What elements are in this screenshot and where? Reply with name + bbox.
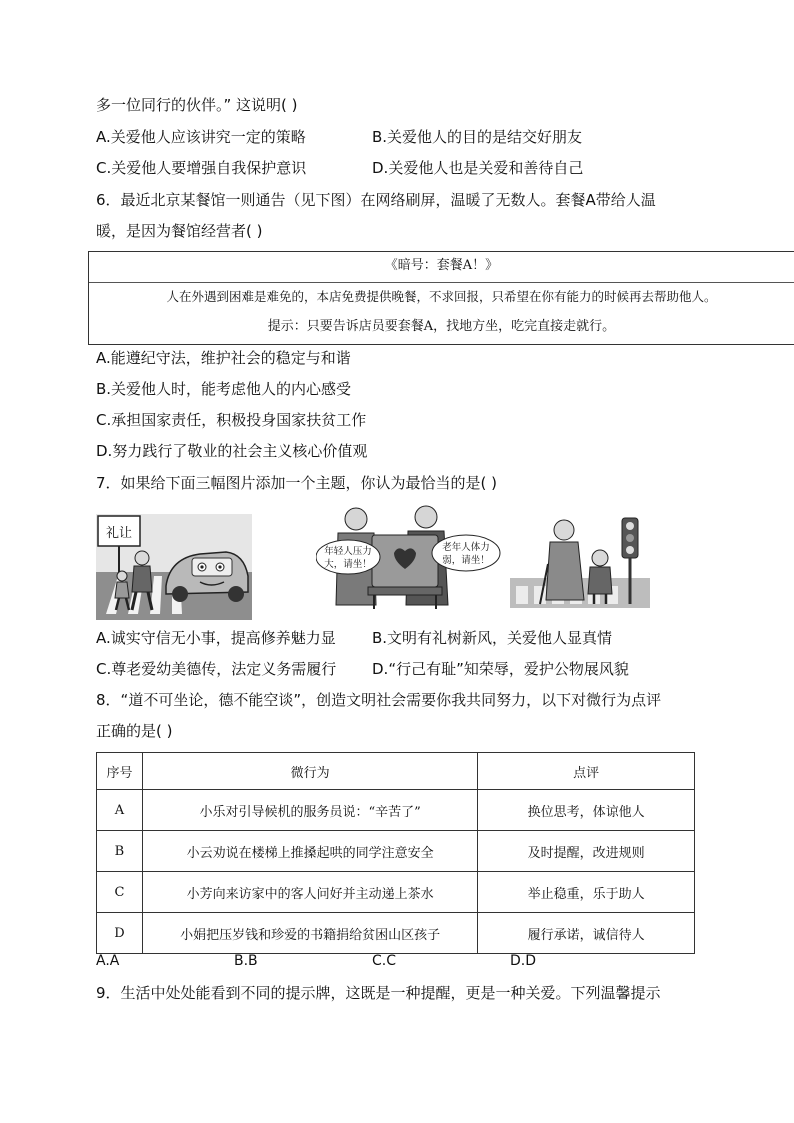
bubble-right-line1: 老年人体力 [442,542,490,553]
q8-answer-c: C.C [372,953,397,969]
q7-option-c: C.尊老爱幼美德传，法定义务需履行 [96,660,337,678]
q6-option-a: A.能遵纪守法，维护社会的稳定与和谐 [96,349,351,367]
row-label: C [97,872,143,913]
q7-option-b: B.文明有礼树新风，关爱他人显真情 [372,629,613,647]
q5-option-a: A.关爱他人应该讲究一定的策略 [96,128,306,146]
q6-stem-line1: 6．最近北京某餐馆一则通告（见下图）在网络刷屏，温暖了无数人。套餐A带给人温 [96,191,656,209]
header-behavior: 微行为 [142,753,477,790]
q8-stem-line2: 正确的是( ) [96,722,173,740]
q8-answer-d: D.D [510,953,537,969]
notice-tip: 提示：只要告诉店员要套餐A，找地方坐，吃完直接走就行。 [267,319,616,334]
notice-body: 人在外遇到困难是难免的，本店免费提供晚餐，不求回报，只希望在你有能力的时候再去帮助他人。 [166,289,717,304]
table-row [97,831,695,872]
row-comment: 履行承诺，诚信待人 [478,913,695,954]
helping-elderly-image [510,514,650,608]
row-comment: 举止稳重，乐于助人 [478,872,695,913]
row-behavior: 小芳向来访家中的客人问好并主动递上茶水 [142,872,477,913]
q9-stem-line1: 9．生活中处处能看到不同的提示牌，这既是一种提醒，更是一种关爱。下列温馨提示 [96,984,661,1002]
micro-behavior-table [96,752,695,954]
table-row [97,913,695,954]
q5-option-d: D.关爱他人也是关爱和善待自己 [372,159,584,177]
bubble-left-line1: 年轻人压力 [324,546,372,557]
bubble-right-line2: 弱，请坐！ [442,555,490,566]
q8-answer-a: A.A [96,953,120,969]
restaurant-notice [88,251,794,345]
q7-stem: 7．如果给下面三幅图片添加一个主题，你认为最恰当的是( ) [96,474,498,492]
row-comment: 及时提醒，改进规则 [478,831,695,872]
q5-stem: 多一位同行的伙伴。” 这说明( ) [96,96,298,114]
offering-seat-image [316,505,501,611]
row-comment: 换位思考，体谅他人 [478,790,695,831]
table-header-row [97,753,695,790]
q6-option-b: B.关爱他人时，能考虑他人的内心感受 [96,380,352,398]
header-number: 序号 [97,753,143,790]
q5-option-b: B.关爱他人的目的是结交好朋友 [372,128,583,146]
table-row [97,790,695,831]
row-behavior: 小云劝说在楼梯上推搡起哄的同学注意安全 [142,831,477,872]
row-behavior: 小乐对引导候机的服务员说：“辛苦了” [142,790,477,831]
row-label: D [97,913,143,954]
q6-option-d: D.努力践行了敬业的社会主义核心价值观 [96,442,368,460]
q8-stem-line1: 8．“道不可坐论，德不能空谈”，创造文明社会需要你我共同努力，以下对微行为点评 [96,691,662,709]
q7-option-a: A.诚实守信无小事，提高修养魅力显 [96,629,336,647]
yield-crosswalk-image [96,514,252,620]
table-row [97,872,695,913]
notice-divider [89,282,794,283]
q8-answer-b: B.B [234,953,258,969]
row-behavior: 小娟把压岁钱和珍爱的书籍捐给贫困山区孩子 [142,913,477,954]
bubble-left-line2: 大，请坐！ [324,559,372,570]
q5-option-c: C.关爱他人要增强自我保护意识 [96,159,307,177]
q6-option-c: C.承担国家责任，积极投身国家扶贫工作 [96,411,367,429]
row-label: B [97,831,143,872]
row-label: A [97,790,143,831]
header-comment: 点评 [478,753,695,790]
yield-sign-text: 礼让 [105,526,133,541]
q7-option-d: D.“行己有耻”知荣辱，爱护公物展风貌 [372,660,629,678]
notice-title: 《暗号：套餐A！》 [384,258,499,273]
q6-stem-line2: 暖，是因为餐馆经营者( ) [96,222,263,240]
